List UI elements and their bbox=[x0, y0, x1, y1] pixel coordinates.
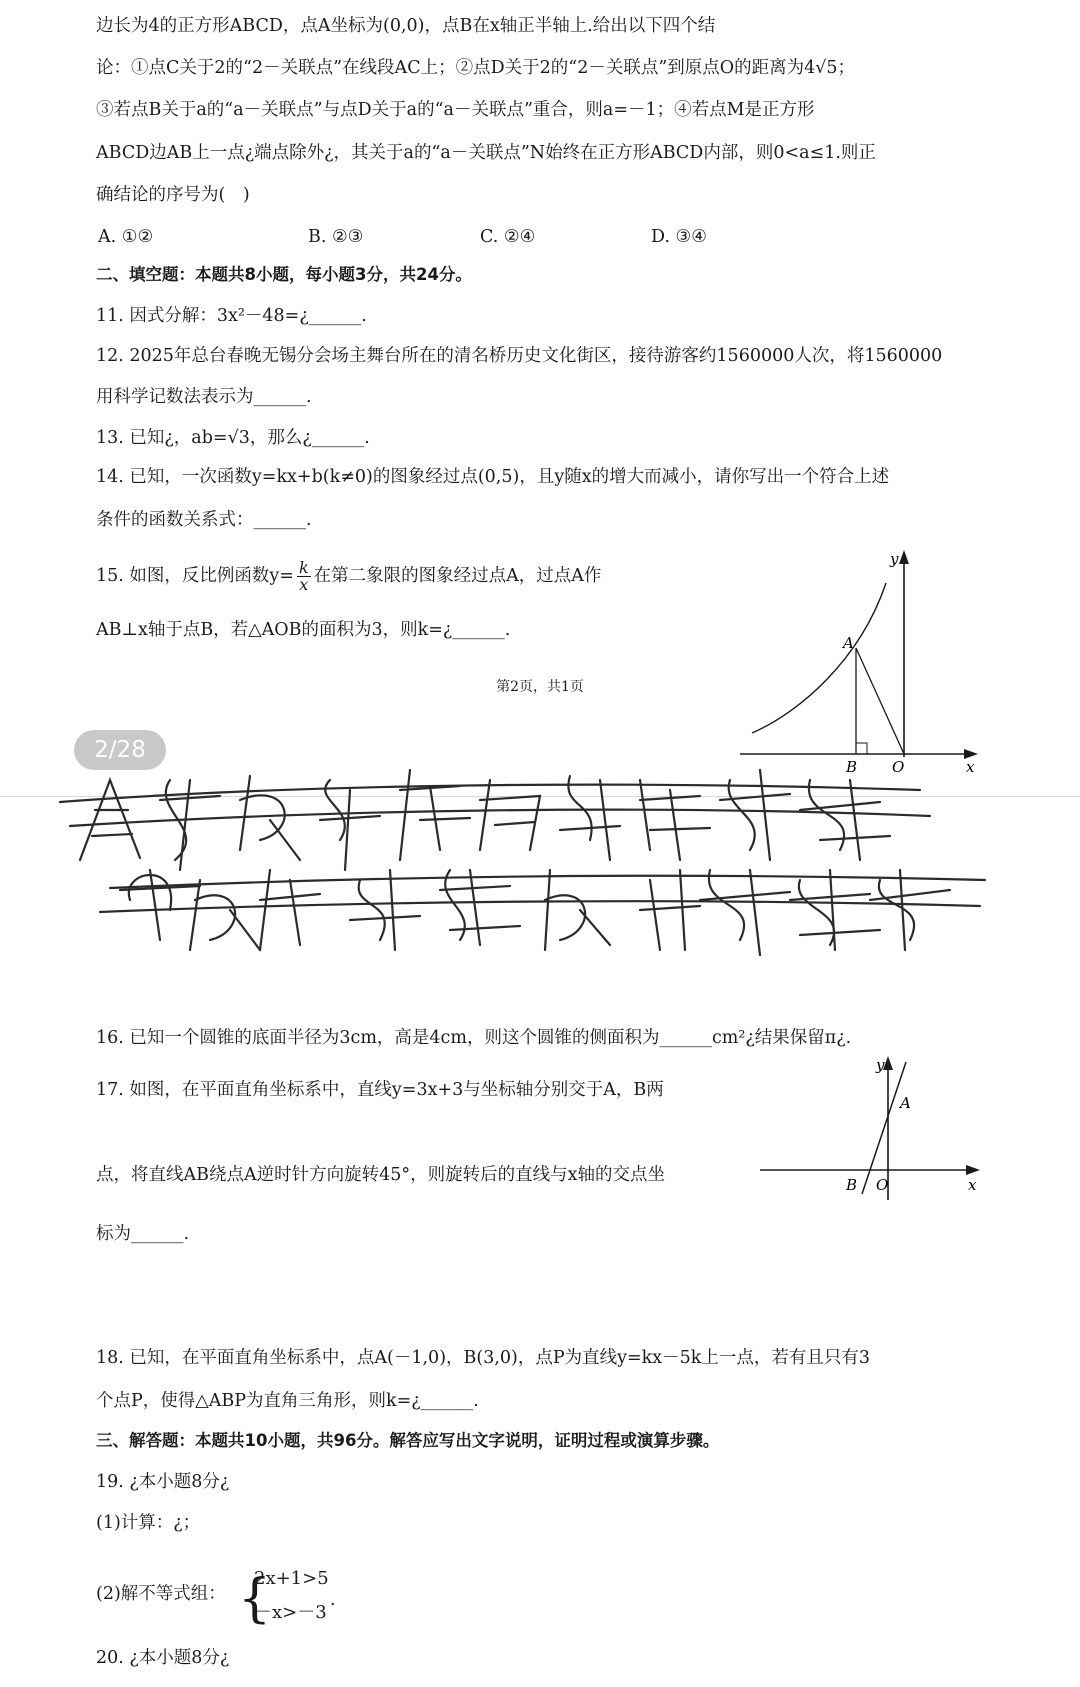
fig17-label-x: x bbox=[968, 1176, 977, 1194]
fig15-label-y: y bbox=[890, 550, 899, 568]
q15-suffix: 在第二象限的图象经过点A，过点A作 bbox=[313, 565, 602, 586]
q15-line-2: AB⊥x轴于点B，若△AOB的面积为3，则k=¿______. bbox=[96, 620, 511, 640]
q10-option-c: C. ②④ bbox=[480, 227, 536, 247]
q10-line-4: ABCD边AB上一点¿端点除外¿，其关于a的“a－关联点”N始终在正方形ABCD内部，则0<a≤1.则正 bbox=[96, 143, 876, 163]
fig15-label-o: O bbox=[892, 758, 905, 776]
q10-line-2: 论：①点C关于2的“2－关联点”在线段AC上；②点D关于2的“2－关联点”到原点O的距离为4√5； bbox=[96, 58, 856, 78]
q19-part-2-label: (2)解不等式组： bbox=[96, 1584, 226, 1604]
fig17-label-b: B bbox=[846, 1176, 858, 1194]
fig17-x-arrow bbox=[966, 1165, 980, 1175]
q18-line-2: 个点P，使得△ABP为直角三角形，则k=¿______. bbox=[96, 1391, 479, 1411]
fig17-label-a: A bbox=[900, 1094, 911, 1112]
fig17-y-arrow bbox=[883, 1056, 893, 1070]
q14-line-2: 条件的函数关系式：______. bbox=[96, 510, 312, 530]
q10-line-3: ③若点B关于a的“a－关联点”与点D关于a的“a－关联点”重合，则a=－1；④若点M是正方形 bbox=[96, 100, 815, 120]
fig15-label-b: B bbox=[846, 758, 858, 776]
page-counter-badge: 2/28 bbox=[74, 730, 166, 770]
q12-line-1: 12. 2025年总台春晚无锡分会场主舞台所在的清名桥历史文化街区，接待游客约1560000人次，将1560000 bbox=[96, 346, 943, 366]
q15-fraction-num: k bbox=[298, 558, 309, 577]
fig17-line-ab bbox=[862, 1062, 906, 1194]
page-footer: 第2页，共1页 bbox=[496, 679, 584, 695]
q14-line-1: 14. 已知，一次函数y=kx+b(k≠0)的图象经过点(0,5)，且y随x的增大而减小，请你写出一个符合上述 bbox=[96, 467, 890, 487]
q19-title: 19. ¿本小题8分¿ bbox=[96, 1472, 230, 1492]
q13-text: 13. 已知¿，ab=√3，那么¿______. bbox=[96, 428, 370, 448]
q17-line-3: 标为______. bbox=[96, 1224, 190, 1244]
fig17-label-y: y bbox=[876, 1056, 885, 1074]
fig15-label-x: x bbox=[966, 758, 975, 776]
section-2-title: 二、填空题：本题共8小题，每小题3分，共24分。 bbox=[96, 265, 472, 284]
q20-title: 20. ¿本小题8分¿ bbox=[96, 1648, 230, 1668]
q10-option-d: D. ③④ bbox=[651, 227, 707, 247]
fig15-label-a: A bbox=[843, 634, 854, 652]
q15-prefix: 15. 如图，反比例函数y= bbox=[96, 565, 294, 586]
q10-line-1: 边长为4的正方形ABCD，点A坐标为(0,0)，点B在x轴正半轴上.给出以下四个结 bbox=[96, 16, 716, 36]
q10-option-b: B. ②③ bbox=[308, 227, 364, 247]
q16-text: 16. 已知一个圆锥的底面半径为3cm，高是4cm，则这个圆锥的侧面积为______cm²¿结果保留π¿. bbox=[96, 1028, 852, 1048]
q19-system-line-1: 2x+1>5 bbox=[254, 1568, 329, 1589]
q19-part-1: (1)计算：¿； bbox=[96, 1513, 201, 1533]
q17-line-1: 17. 如图，在平面直角坐标系中，直线y=3x+3与坐标轴分别交于A，B两 bbox=[96, 1080, 664, 1100]
q19-system-line-2: －x>－3 bbox=[254, 1602, 327, 1623]
q19-system-end: . bbox=[330, 1590, 336, 1610]
section-3-title: 三、解答题：本题共10小题，共96分。解答应写出文字说明，证明过程或演算步骤。 bbox=[96, 1431, 720, 1450]
fig17-label-o: O bbox=[876, 1176, 889, 1194]
q10-option-a: A. ①② bbox=[98, 227, 154, 247]
q12-line-2: 用科学记数法表示为______. bbox=[96, 387, 312, 407]
q17-line-2: 点，将直线AB绕点A逆时针方向旋转45°，则旋转后的直线与x轴的交点坐 bbox=[96, 1165, 666, 1185]
q15-fraction-den: x bbox=[299, 575, 309, 594]
q18-line-1: 18. 已知，在平面直角坐标系中，点A(－1,0)，B(3,0)，点P为直线y=kx－5k上一点，若有且只有3 bbox=[96, 1348, 871, 1368]
q11-text: 11. 因式分解：3x²－48=¿______. bbox=[96, 306, 367, 326]
q19-brace: { bbox=[238, 1569, 272, 1629]
q10-line-5: 确结论的序号为( ) bbox=[96, 185, 250, 205]
